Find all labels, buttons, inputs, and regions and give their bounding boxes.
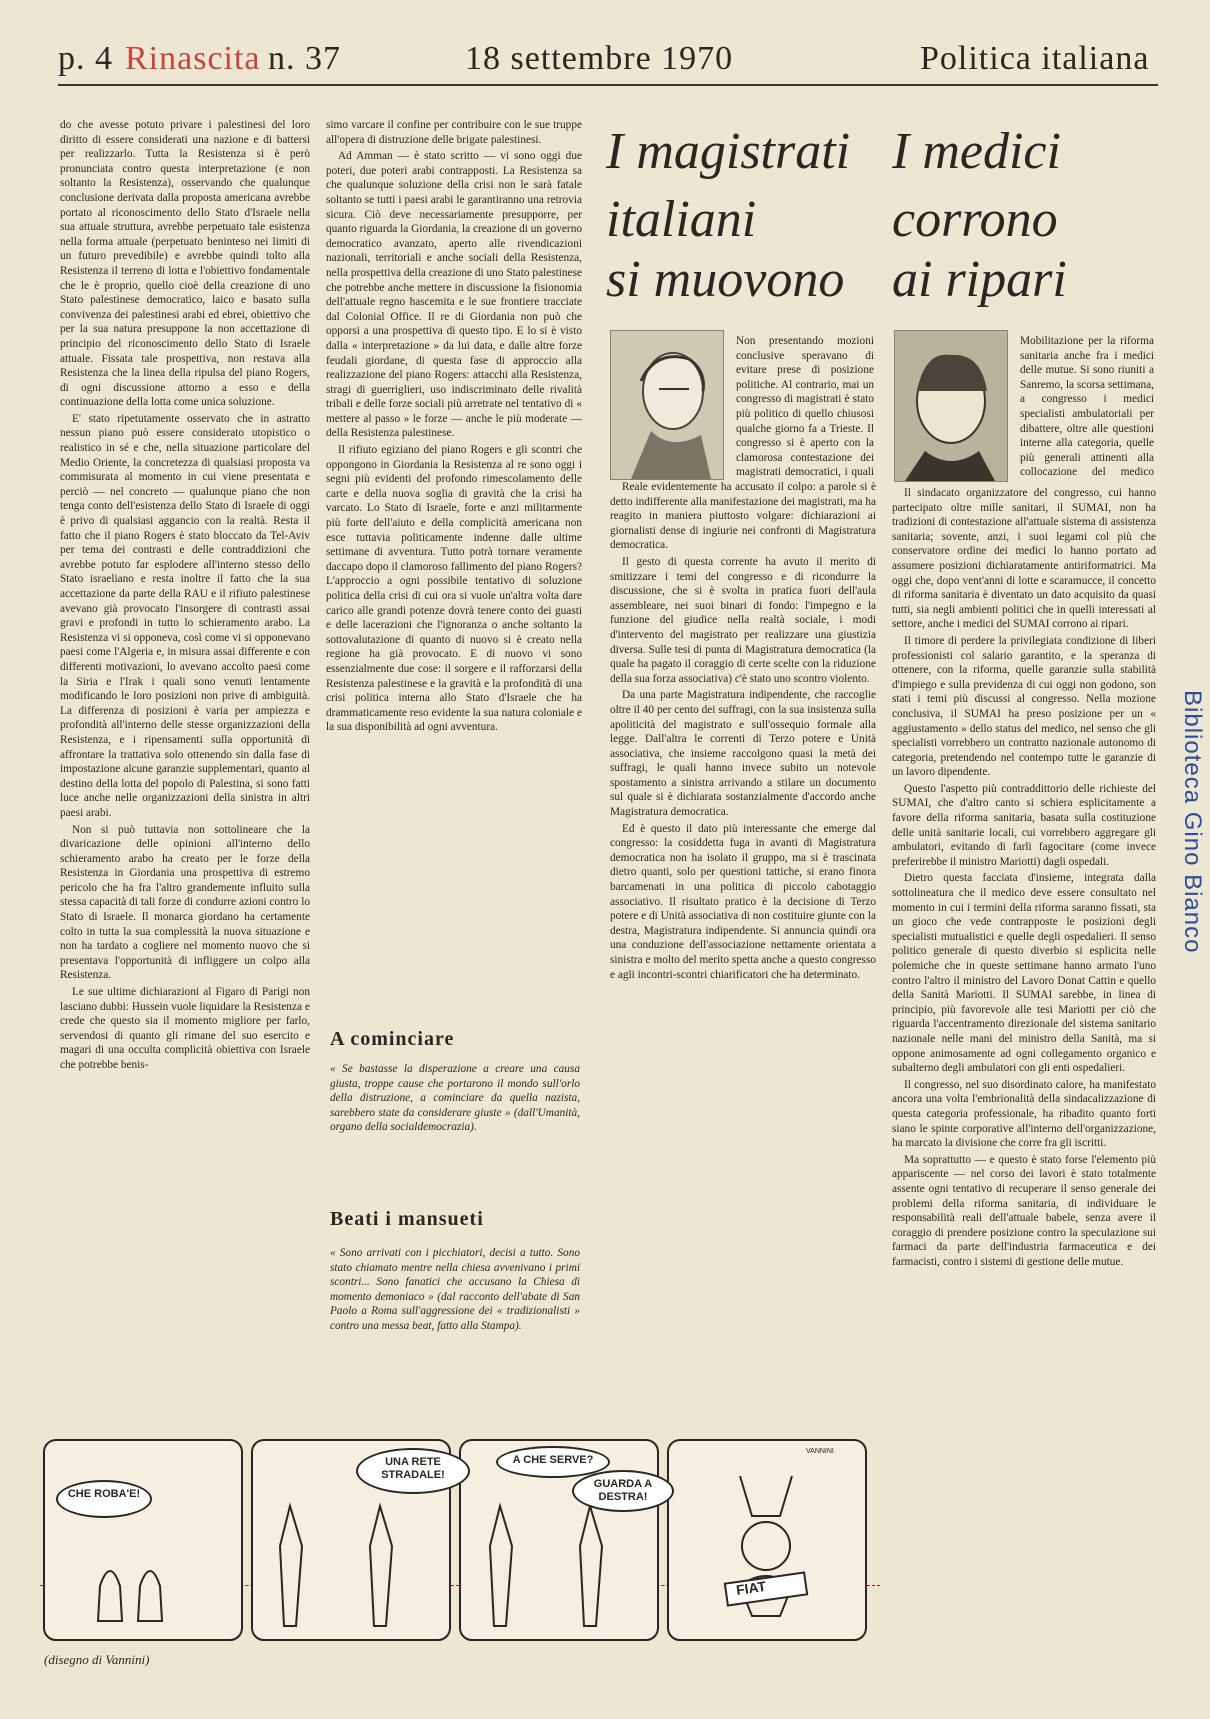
article1-lead-top [736, 334, 874, 479]
column-1 [60, 118, 310, 1558]
speech-bubble-4: GUARDA A DESTRA! [572, 1470, 674, 1512]
paragraph: Il rifiuto egiziano del piano Rogers e gli scontri che oppongono in Giordania la Resistenza al re sono oggi i segni più evidenti del profondo rimescolamento delle carte e della nuova soglia di gravità che la crisi ha varcato. Lo Stato di Israele, forte e anzi militarmente più forte dell'aiuto e della complicità americana non esce tuttavia politicamente indenne dalle ultime settimane di avventura. Tutto potrà tornare veramente daccapo dopo il clamoroso fallimento del piano Rogers? L'approccio a ogni possibile tentativo di soluzione politica della crisi di cui ora si vuole un'altra volta dare carico alle grandi potenze dovrà tenere conto dei guasti e delle lacerazioni che l'ignoranza o anche soltanto la sottovalutazione di quanto di nuovo si è creato nella regione ha già provocato. E di nuovo vi sono essenzialmente due cose: il sorgere e il rafforzarsi della Resistenza palestinese e la gravità e la profondità di una crisi politica interna allo Stato d'Israele che ha drammaticamente reso evidente la sua natura coloniale e la sua disponibilità ad ogni avventura. [326, 444, 582, 734]
paragraph: Dietro questa facciata d'insieme, integrata dalla sottolineatura che il medico deve essere consultato nel momento in cui i termini della riforma saranno fissati, sta un gioco che vede contrapposte le posizioni degli specialisti mutualistici e quelle degli ospedalieri. Il senso politico generale di questo diverbio si esplicita nelle polemiche che in queste settimane hanno armato l'uno contro l'altro il ministro del Lavoro Donat Cattin e quello della Sanità Mariotti. Il SUMAI sarebbe, in linea di principio, più favorevole alle tesi Mariotti per ciò che riguarda l'accentramento direzionale del sistema sanitario nazionale nelle mani del ministro della Sanità, ma si oppone animosamente ad ogni collegamento organico e subalterno degli ambulatori con gli enti ospedalieri. [892, 872, 1156, 1075]
paragraph: Il timore di perdere la privilegiata condizione di liberi professionisti col salario garantito, e la speranza di ottenere, con la riforma, quelle garanzie sulla stabilità d'impiego e sulla previdenza di cui oggi non godono, son stati i temi più discussi al congresso. Nella mozione conclusiva, il SUMAI ha preso posizione per un « aggiustamento » dello status del medico, nel senso che gli specialisti vorrebbero un contratto nazionale autonomo di categoria, pretendendo nel contempo tutte le garanzie di un lavoro dipendente. [892, 634, 1156, 779]
paragraph: Reale evidentemente ha accusato il colpo: a parole si è detto indifferente alla manifestazione dei magistrati, ma ha reagito in maniera piuttosto volgare: dichiarazioni ai giornalisti dense di ingiurie nei confronti di Magistratura democratica. [610, 481, 876, 552]
portrait-photo [610, 330, 724, 480]
box-quote-beati: « Sono arrivati con i picchiatori, decisi a tutto. Sono stato chiamato mentre nella chiesa avvenivano i primi scontri... Sono fanatici che accusano la Chiesa di momento demoniaco » (dal racconto dell'abate di San Paolo a Roma sull'aggressione dei « tradizionalisti » contro una messa beat, fatto alla Stampa). [330, 1247, 580, 1332]
article2-title-line3: ai ripari [892, 251, 1067, 308]
section-title: Politica italiana [920, 40, 1150, 77]
article1-title-line1: I magistrati [606, 123, 851, 180]
paragraph: E' stato ripetutamente osservato che in astratto nessun piano può essere considerato utopistico o realistico in sé e che, nella situazione particolare del Medio Oriente, la concretezza di qualsiasi proposta va commisurata al momento in cui viene presentata e perciò — nel concreto — qualunque piano che non tenga conto dell'esistenza dello Stato di Israele di oggi è privo di qualsiasi aggancio con la realtà. Resta il fatto che il piano Rogers è stato bloccato da Tel-Aviv per tema dei contrasti e delle contraddizioni che avrebbe potuto far esplodere all'interno stesso dello Stato israeliano e resta inoltre il fatto che la sua accettazione da parte della RAU e il rifiuto palestinese avevano già provocato l'insorgere di contrasti assai gravi e profondi in tutto lo schieramento arabo. La Resistenza vi si opponeva, così come vi si opponevano paesi come l'Algeria e, in misura assai differente e con differenti motivazioni, lo avevano accolto paesi come la Siria e l'Irak i quali sono venuti lentamente modificando le loro posizioni non prive di ambiguità. La differenza di posizioni è varia per ampiezza e profondità all'interno delle stesse organizzazioni della Resistenza, e i ripensamenti sulla opportunità di affrontare la trattativa solo ottenendo sin dalla fase di impostazione alcune garanzie supplementari, quanto al destino della lotta del popolo di Palestina, si sono fatti luce anche nelle organizzazioni della sinistra in altri paesi arabi. [60, 412, 310, 819]
paragraph: Il gesto di questa corrente ha avuto il merito di smitizzare i temi del congresso e di ricondurre la discussione, che si è svolta in pratica fuori dell'aula assembleare, nei suoi binari di fondo: l'impegno e la funzione del giudice nella realtà sociale, i modi d'intervento del magistrato per realizzare una giustizia diversa. Sulle tesi di punta di Magistratura democratica (la quale ha pagato il coraggio di certe scelte con la riduzione della sua forza associativa) c'è stato uno scontro violento. [610, 555, 876, 685]
box-quote-a-cominciare: « Se bastasse la disperazione a creare una causa giusta, troppe cause che portarono il mondo sull'orlo della distruzione, a cominciare da quella nazista, sarebbero state da considerare giuste » (dall'Umanità, organo della socialdemocrazia). [330, 1063, 580, 1134]
article1-title-line2: italiani [606, 191, 757, 248]
issue-number: n. 37 [268, 40, 341, 77]
paragraph: Questo l'aspetto più contraddittorio delle richieste del SUMAI, che d'altro canto si schiera esplicitamente a favore della riforma sanitaria, basata sulla costituzione delle unità sanitarie locali, cui vorrebbero aggregare gli ambulatori, evitando di farli fagocitare (come invece preferirebbe il ministro Mariotti) dagli ospedali. [892, 782, 1156, 868]
paragraph: Le sue ultime dichiarazioni al Figaro di Parigi non lasciano dubbi: Hussein vuole liquidare la Resistenza e crede che questo sia il momento migliore per farlo, servendosi di quanto gli rimane del suo esercito e magari di una occulta complicità obiettiva con Israele che potrebbe benis- [60, 986, 310, 1071]
article1-title-line3: si muovono [606, 251, 845, 308]
issue-date: 18 settembre 1970 [465, 40, 734, 77]
unused [44, 1400, 45, 1401]
article2-body [892, 486, 1156, 1694]
speech-bubble-2: UNA RETE STRADALE! [356, 1448, 470, 1494]
paragraph: do che avesse potuto privare i palestinesi del loro diritto di essere considerati una nazione e di battersi per realizzarlo. Tutta la Resistenza si è però pronunciata contro questa interpretazione (e non soltanto la Resistenza), osservando che qualunque conclusione derivata dalla proposta americana avrebbe portato al riconoscimento dello Stato d'Israele nella sua attuale struttura, avrebbe perpetuato tale esistenza nella forma attuale (perpetuato beninteso nei limiti di un futuro prevedibile) e avrebbe quindi tolto alla Resistenza il terreno di lotta e l'obiettivo fondamentale che le è proprio, quello cioè della creazione di uno Stato palestinese democratico, laico e basato sulla convivenza dei palestinesi arabi ed ebrei, obiettivo che per la sua natura presuppone la non accettazione di principio del riconoscimento dello Stato di Israele attuale. Fissata tale prospettiva, non restava alla Resistenza che la linea della ripulsa del piano Rogers, di ogni discussione attorno a esso e della continuazione della lotta come unica soluzione. [60, 119, 310, 409]
library-watermark: Biblioteca Gino Bianco [1179, 690, 1206, 954]
paragraph: Ad Amman — è stato scritto — vi sono oggi due poteri, due poteri arabi contrapposti. La Resistenza sa che qualunque soluzione della crisi non le sarà fatale soltanto se tutti i paesi arabi le garantiranno una retrovia sicura. Ciò deve necessariamente presupporre, per quanto riguarda la Giordania, la creazione di un governo democratico avanzato, aperto alle rivendicazioni nazionali, territoriali e anche sociali della Resistenza, nella prospettiva della creazione di uno Stato palestinese che potrebbe anche mettere in discussione la fisionomia dell'attuale regno hascemita e le sue frontiere tracciate dal Colonial Office. Il re di Giordania non può che opporsi a una prospettiva di questo tipo. E lo si è visto dalla « interpretazione » da lui data, e dalle altre forze feudali giordane, di questa fase di approccio alla realizzazione del piano Rogers: attacchi alla Resistenza, stragi di guerriglieri, uso indiscriminato delle rivalità tribali e delle forze sociali più arretrate nel tentativo di « mettere al passo » le forze — anche le più moderate — della Resistenza palestinese. [326, 150, 582, 440]
article2-title-line2: corrono [892, 191, 1058, 248]
article1-lead: Non presentando mozioni conclusive speravano di evitare prese di posizione politiche. Al contrario, mai un congresso di magistrati è stato più politico di quello chiusosi qualche giorno fa a Trieste. Il congresso si è aperto con la clamorosa contestazione dei magistrati democratici, i quali [736, 335, 874, 479]
article2-title-line1: I medici [892, 123, 1061, 180]
page-number: p. 4 [58, 40, 113, 77]
paragraph: Non si può tuttavia non sottolineare che la divaricazione delle opinioni all'interno dello schieramento arabo ha creato per le forze della Resistenza in Giordania una prospettiva di estremo pericolo che ha fra l'altro grandemente influito sulla stessa capacità di tali forze di condurre azioni contro lo Stato di Israele. Il monarca giordano ha certamente colto in tutta la sua complessità la nuova situazione e non ha tardato a cogliere nel momento nuovo che si presentava l'opportunità di infliggere un colpo alla Resistenza. [60, 823, 310, 982]
article1-body [610, 480, 876, 1568]
box-title-a-cominciare: A cominciare [330, 1028, 455, 1050]
speech-bubble-3: A CHE SERVE? [496, 1446, 610, 1478]
paragraph: simo varcare il confine per contribuire con le sue truppe all'opera di distruzione delle brigate palestinesi. [326, 119, 582, 146]
paragraph: Il congresso, nel suo disordinato calore, ha manifestato ancora una volta l'embrionalità della sindacalizzazione di questa categoria professionale, ha ribadito quanto forti siano le spinte corporative all'interno dell'organizzazione, ha marcato la divisione che corre fra gli iscritti. [892, 1078, 1156, 1150]
cartoon-caption: (disegno di Vannini) [44, 1652, 150, 1667]
header-rule [58, 84, 1158, 86]
paragraph: Il sindacato organizzatore del congresso, cui hanno partecipato oltre mille sanitari, il SUMAI, non ha tradizioni di contestazione all'attuale sistema di assistenza sanitaria; sovente, anzi, i suoi legami col più che conservatore ordine dei medici lo hanno portato ad assumere posizioni dichiaratamente antiriformatrici. Ma oggi che, dopo vent'anni di lotte e scaramucce, il concetto di riforma sanitaria è diventato un dato acquisito da quasi tutti, sia negli ambienti politici che in quelli interessati al settore, anche i medici del SUMAI corrono ai ripari. [892, 487, 1156, 631]
fiat-sign: FIAT [735, 1577, 768, 1599]
column-2 [326, 118, 582, 978]
speech-bubble-1: CHE ROBA'E! [56, 1480, 152, 1518]
paragraph: Ma soprattutto — e questo è stato forse l'elemento più appariscente — nel corso dei lavori è stato totalmente assente ogni tentativo di recuperare il senso generale dei problemi della riforma sanitaria, di individuare le responsabilità reali dell'attuale babele, senza avere il coraggio di prendere posizione contro la speculazione sui farmaci da parte dell'industria farmaceutica e dei farmacisti, contro i sistemi di gestione delle mutue. [892, 1153, 1156, 1268]
cartoon-signature: VANNINI [806, 1448, 834, 1455]
article2-lead-top [1020, 334, 1154, 479]
article2-lead: Mobilitazione per la riforma sanitaria anche fra i medici delle mutue. Si sono riuniti a Sanremo, la scorsa settimana, a congresso i medici specialisti ambulatoriali per dibattere, oltre alle questioni interne alla categoria, quelle più generali attinenti alla collocazione del medico [1020, 335, 1154, 479]
paragraph: Da una parte Magistratura indipendente, che raccoglie oltre il 40 per cento dei suffragi, con la sua insistenza sulla apoliticità del magistrato e sull'ossequio formale alla legge. Dall'altra le correnti di Terzo potere e Unità associativa, che insieme raccolgono quasi la metà dei suffragi, le quali hanno invece subito un notevole spostamento a sinistra arrivando a stilare un documento sul quale si è dichiarata sostanzialmente d'accordo anche Magistratura democratica. [610, 689, 876, 819]
box-title-beati: Beati i mansueti [330, 1208, 484, 1230]
brand-name: Rinascita [125, 40, 261, 77]
portrait-photo-2 [894, 330, 1008, 482]
paragraph: Ed è questo il dato più interessante che emerge dal congresso: la cosiddetta fuga in avanti di Magistratura democratica non ha isolato il gruppo, ma si è trascinata dietro quanti, solo per questioni tattiche, si erano finora barcamenati in una politica di piccolo cabotaggio associativo. Il risultato pratico è la decisione di Terzo potere e di Unità associativa di non costituire giunte con la destra, Magistratura indipendente. Si annuncia quindi ora una conduzione dell'associazione nettamente orientata a sinistra e molto del merito spetta anche a questo congresso e agli incontri-scontri chiarificatori che ha determinato. [610, 822, 876, 981]
